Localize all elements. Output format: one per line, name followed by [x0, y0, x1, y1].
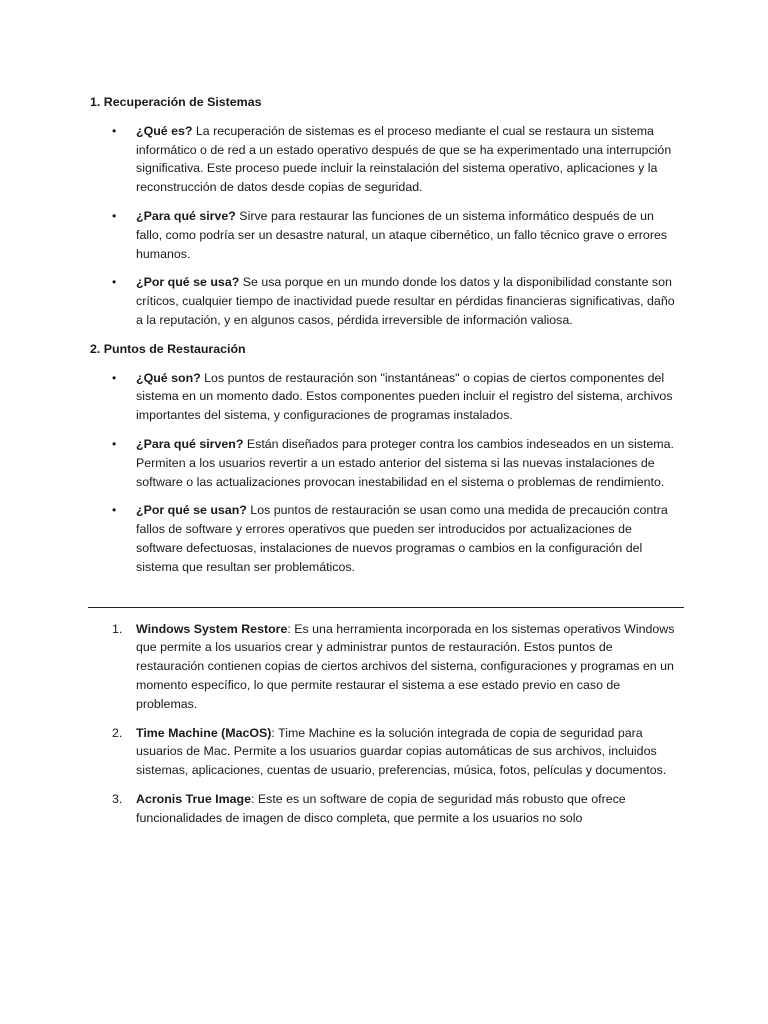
section-heading-recuperacion: 1. Recuperación de Sistemas — [90, 95, 262, 109]
bullet-glyph: • — [112, 436, 117, 451]
item-text: : Este es un software de copia de seguridad más robusto que ofrece funcionalidades de imagen de disco completa, que permite a los usuarios no solo — [136, 791, 626, 825]
section2-list — [90, 369, 682, 577]
horizontal-divider — [88, 607, 684, 608]
section1-list — [90, 122, 682, 330]
item-text: La recuperación de sistemas es el proceso mediante el cual se restaura un sistema informático o de red a un estado operativo después de que se ha experimentado una interrupción significativa. Este proceso puede incluir la reinstalación del sistema operativo, aplicaciones y la reconstrucción de datos desde copias de seguridad. — [136, 123, 672, 195]
item-text: Los puntos de restauración se usan como una medida de precaución contra fallos de software y errores operativos que pueden ser introducidos por actualizaciones de software defectuosas, instalaciones de nuevos programas o cambios en la configuración del sistema que resultan ser problemáticos. — [136, 503, 668, 574]
list-item — [90, 273, 682, 329]
item-text: Se usa porque en un mundo donde los datos y la disponibilidad constante son críticos, cualquier tiempo de inactividad puede resultar en pérdidas financieras significativas, daño a la reputación, y en algunos casos, pérdida irreversible de información valiosa. — [136, 275, 675, 327]
bullet-glyph: • — [112, 503, 117, 518]
item-number: 3. — [112, 791, 123, 806]
item-number: 2. — [112, 725, 123, 740]
bullet-glyph: • — [112, 208, 117, 223]
item-text: : Es una herramienta incorporada en los sistemas operativos Windows que permite a los usuarios crear y administrar puntos de restauración. Estos puntos de restauración contienen copias de ciertos archivos del sistema, configuraciones y programas en un momento específico, lo que permite restaurar el sistema a ese estado previo en caso de problemas. — [136, 621, 675, 711]
item-term: ¿Para qué sirven? — [136, 436, 244, 451]
item-term: ¿Por qué se usan? — [136, 503, 247, 518]
document-content — [90, 93, 682, 838]
list-item — [90, 122, 682, 197]
item-text: : Time Machine es la solución integrada de copia de seguridad para usuarios de Mac. Permite a los usuarios guardar copias automáticas de sus archivos, incluidos sistemas, aplicaciones, cuentas de usuario, preferencias, música, fotos, películas y documentos. — [136, 725, 667, 778]
tools-list — [90, 620, 682, 828]
item-term: ¿Para qué sirve? — [136, 208, 236, 223]
item-text: Están diseñados para proteger contra los cambios indeseados en un sistema. Permiten a los usuarios revertir a un estado anterior del sistema si las nuevas instalaciones de software o las actualizaciones provocan inestabilidad en el sistema o problemas de rendimiento. — [136, 436, 674, 489]
item-text: Sirve para restaurar las funciones de un sistema informático después de un fallo, como podría ser un desastre natural, un ataque cibernético, un fallo técnico grave o errores humanos. — [136, 208, 668, 261]
item-number: 1. — [112, 621, 123, 636]
bullet-glyph: • — [112, 370, 117, 385]
section-heading-puntos: 2. Puntos de Restauración — [90, 341, 246, 356]
list-item — [90, 790, 682, 828]
item-term: ¿Por qué se usa? — [136, 275, 240, 290]
item-term: Windows System Restore — [136, 621, 288, 636]
list-item — [90, 435, 682, 491]
item-term: Time Machine (MacOS) — [136, 725, 272, 740]
list-item — [90, 620, 682, 714]
item-term: Acronis True Image — [136, 791, 251, 806]
list-item — [90, 724, 682, 780]
item-term: ¿Qué es? — [136, 123, 193, 138]
item-text: Los puntos de restauración son "instantáneas" o copias de ciertos componentes del sistema en un momento dado. Estos componentes pueden incluir el registro del sistema, archivos importantes del sistema, y configuraciones de programas instalados. — [136, 370, 673, 423]
bullet-glyph: • — [112, 275, 117, 290]
item-term: ¿Qué son? — [136, 370, 201, 385]
list-item — [90, 369, 682, 425]
bullet-glyph: • — [112, 123, 117, 138]
list-item — [90, 501, 682, 576]
list-item — [90, 207, 682, 263]
